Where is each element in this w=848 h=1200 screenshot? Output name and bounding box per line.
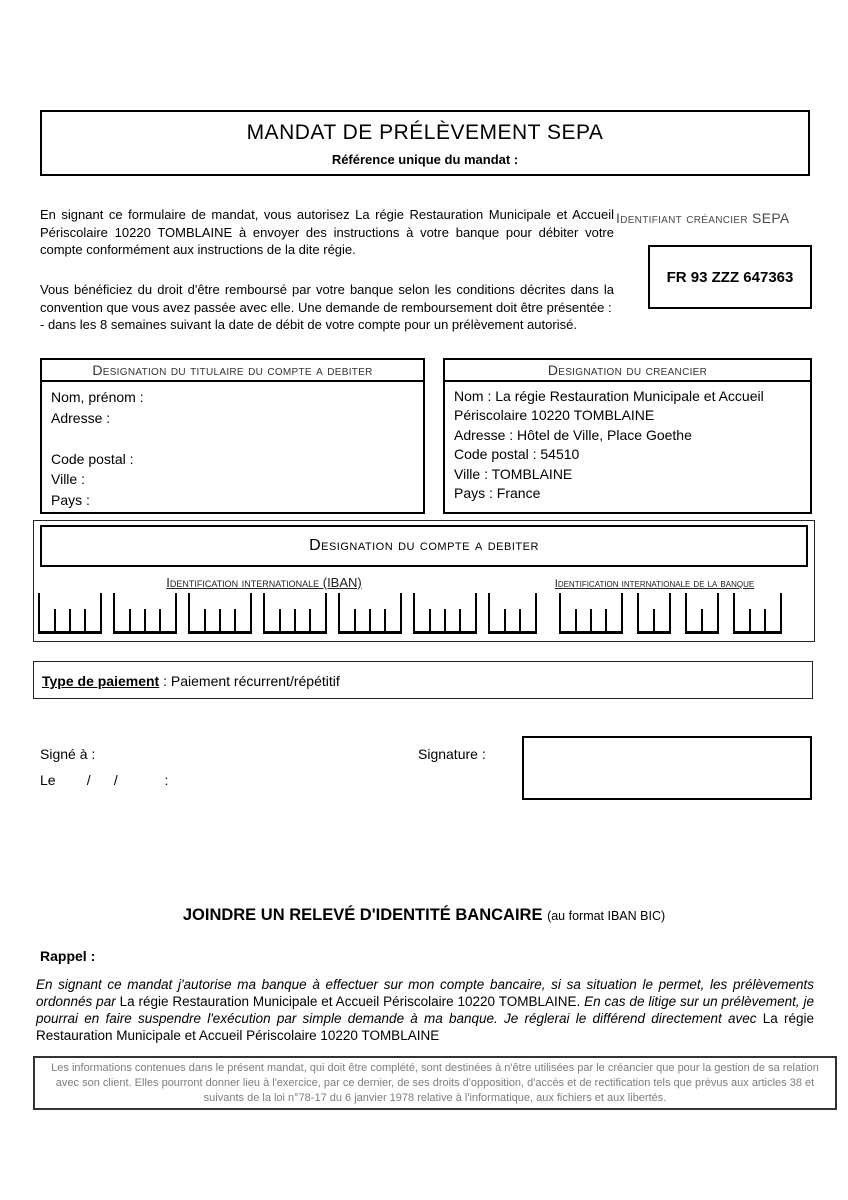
rappel-paragraph [36,976,814,1044]
comb-cell-group[interactable] [733,593,782,634]
comb-cell-group[interactable] [637,593,671,634]
account-section-header: Designation du compte a debiter [40,525,808,567]
comb-cell-divider [144,609,146,631]
iban-label: Identification internationale (IBAN) [166,575,362,590]
comb-cell-group[interactable] [38,593,102,634]
signature-box[interactable] [522,736,812,800]
date-field[interactable]: Le / / : [40,772,169,788]
comb-cell-divider [294,609,296,631]
debtor-fields [42,382,423,515]
comb-cell-divider [384,609,386,631]
comb-cell-divider [575,609,577,631]
comb-cell-divider [590,609,592,631]
comb-cell-group[interactable] [413,593,477,634]
field-line[interactable]: Adresse : [51,409,111,426]
rappel-segment: En cas de litige sur un prélèvement, je pourrai en faire suspendre l'exécution par simple demande à ma banque. Je réglerai le différend directement avec [36,994,814,1026]
field-line: Ville : TOMBLAINE [454,465,573,482]
comb-cell-group[interactable] [188,593,252,634]
field-line: Nom : La régie Restauration Municipale et Accueil Périscolaire 10220 TOMBLAINE [454,388,764,424]
attach-rib-heading [0,906,848,925]
refund-bullet: - dans les 8 semaines suivant la date de débit de votre compte pour un prélèvement autorisé. [40,317,577,332]
field-line[interactable] [51,428,414,449]
legal-notice-text: Les informations contenues dans le présent mandat, qui doit être complété, sont destinées à n'être utilisées par le créancier que pour la gestion de sa relation avec son client. Elles pourront donner lieu à l'exercice, par ce dernier, de ses droits d'opposition, d'accès et de rectification tels que prévus aux articles 38 et suivants de la loi n°78-17 du 6 janvier 1978 relative à l'informatique, aux fichiers et aux libertés. [51,1062,819,1104]
title-box [40,110,810,176]
authorization-paragraph: En signant ce formulaire de mandat, vous autorisez La régie Restauration Municipale et Accueil Périscolaire 10220 TOMBLAINE à envoyer des instructions à votre banque pour débiter votre compte conformément aux instructions de la dite régie. [40,207,614,257]
comb-cell-divider [69,609,71,631]
field-line: Pays : France [454,485,541,502]
comb-cell-divider [429,609,431,631]
account-section [33,520,815,642]
creditor-box-header: Designation du creancier [445,360,810,382]
legal-notice-box [33,1056,837,1110]
comb-cell-divider [459,609,461,631]
payment-type-box [33,661,813,699]
field-line[interactable]: Nom, prénom : [51,389,144,405]
comb-cell-group[interactable] [559,593,623,634]
debtor-box-header: Designation du titulaire du compte a debiter [42,360,423,382]
comb-cell-divider [653,609,655,631]
field-line: Code postal : 54510 [454,446,580,463]
field-line[interactable]: Pays : [51,491,90,508]
field-line: Adresse : Hôtel de Ville, Place Goethe [454,426,692,443]
rappel-segment: En signant ce mandat j'autorise ma banque à effectuer sur mon compte bancaire, si sa situation le permet, les prélèvements ordonnés par [36,977,814,1009]
rappel-segment: La régie Restauration Municipale et Accueil Périscolaire 10220 TOMBLAINE. [119,994,585,1009]
attach-rib-suffix: (au format IBAN BIC) [547,909,666,923]
comb-cell-divider [354,609,356,631]
refund-paragraph [40,281,614,334]
refund-text: Vous bénéficiez du droit d'être remboursé par votre banque selon les conditions décrites dans la convention que vous avez passée avec elle. Une demande de remboursement doit être présentée : [40,282,614,315]
signed-at-field[interactable]: Signé à : [40,746,96,762]
comb-cell-divider [605,609,607,631]
comb-cell-divider [701,609,703,631]
comb-cell-group[interactable] [263,593,327,634]
creditor-designation-box [443,358,812,514]
field-line[interactable]: Ville : [51,471,85,487]
comb-cell-divider [519,609,521,631]
comb-cell-divider [309,609,311,631]
comb-cell-divider [504,609,506,631]
comb-cell-group[interactable] [685,593,719,634]
payment-type-value: : Paiement récurrent/répétitif [159,673,340,689]
debtor-designation-box [40,358,425,514]
creditor-id-label: Identifiant créancier SEPA [616,210,790,226]
creditor-fields [445,382,810,508]
signature-label: Signature : [418,746,486,762]
attach-rib-main: JOINDRE UN RELEVÉ D'IDENTITÉ BANCAIRE [182,906,548,924]
comb-cell-divider [219,609,221,631]
comb-cell-divider [54,609,56,631]
comb-cell-divider [159,609,161,631]
comb-cell-divider [279,609,281,631]
comb-cell-divider [749,609,751,631]
comb-cell-divider [369,609,371,631]
rappel-segment: La régie Restauration Municipale et Accueil Périscolaire 10220 TOMBLAINE [36,1011,814,1043]
creditor-id-value: FR 93 ZZZ 647363 [666,268,794,286]
comb-cell-group[interactable] [338,593,402,634]
comb-cell-divider [764,609,766,631]
bic-input-cells [559,593,782,634]
comb-cell-group[interactable] [488,593,537,634]
mandate-reference-label: Référence unique du mandat : [331,152,519,167]
document-title: MANDAT DE PRÉLÈVEMENT SEPA [246,121,604,144]
comb-cell-divider [234,609,236,631]
creditor-id-box [648,245,812,309]
comb-cell-group[interactable] [113,593,177,634]
payment-type-label: Type de paiement [42,673,160,689]
field-line[interactable]: Code postal : [51,450,134,467]
comb-cell-divider [84,609,86,631]
iban-input-cells [38,593,537,634]
bic-label: Identification internationale de la banque [554,578,755,590]
rappel-label: Rappel : [40,948,96,964]
comb-cell-divider [129,609,131,631]
comb-cell-divider [444,609,446,631]
comb-cell-divider [204,609,206,631]
